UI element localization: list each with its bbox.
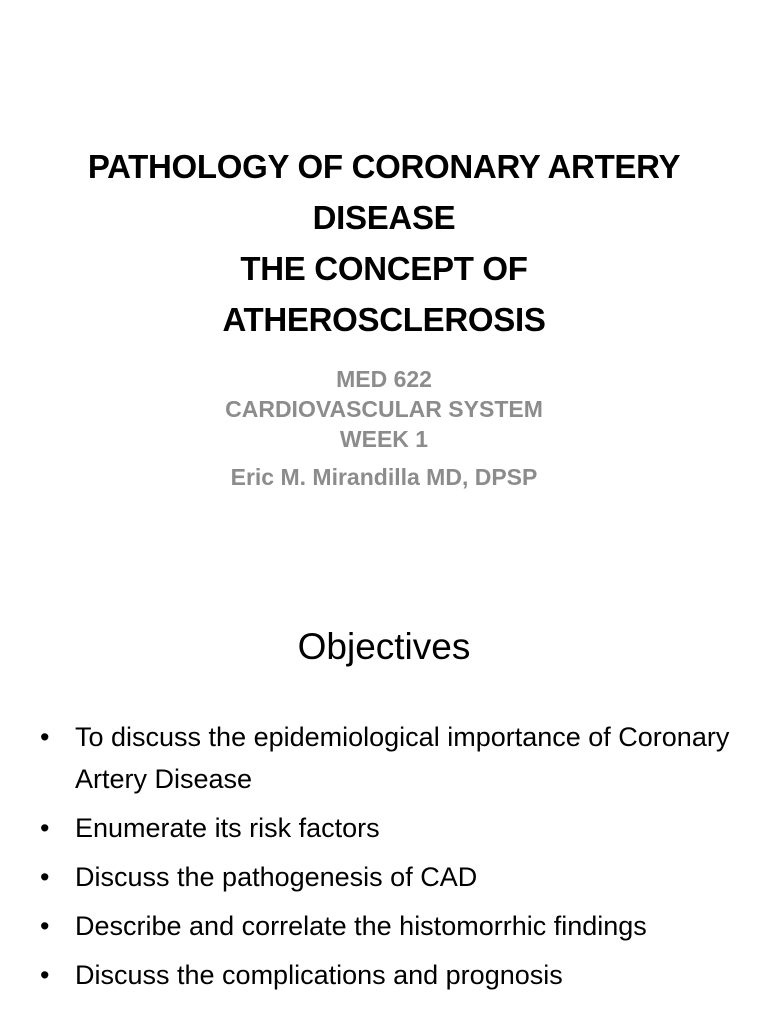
list-item-text: Discuss the pathogenesis of CAD [75, 862, 478, 892]
bullet-icon: • [40, 722, 50, 752]
list-item-text: Discuss the complications and prognosis [75, 960, 563, 990]
bullet-icon: • [40, 911, 50, 941]
bullet-icon: • [40, 960, 50, 990]
course-week: WEEK 1 [339, 426, 429, 452]
title-line: THE CONCEPT OF [240, 250, 528, 287]
list-item [40, 716, 740, 800]
list-item [40, 954, 740, 996]
course-topic: CARDIOVASCULAR SYSTEM [225, 396, 543, 422]
author-name: Eric M. Mirandilla MD, DPSP [230, 464, 538, 490]
title-line: ATHEROSCLEROSIS [222, 301, 546, 338]
bullet-icon: • [40, 862, 50, 892]
title-line: DISEASE [312, 199, 456, 236]
list-item-text: To discuss the epidemiological importance of Coronary Artery Disease [75, 722, 730, 794]
course-code: MED 622 [336, 366, 432, 392]
objectives-slide [0, 576, 768, 1024]
list-item-text: Describe and correlate the histomorrhic findings [75, 911, 647, 941]
list-item [40, 856, 740, 898]
list-item-text: Enumerate its risk factors [75, 813, 380, 843]
objectives-list [40, 716, 740, 1003]
bullet-icon: • [40, 813, 50, 843]
title-line: PATHOLOGY OF CORONARY ARTERY [87, 148, 681, 185]
objectives-heading: Objectives [297, 626, 471, 667]
slide-subtitle [0, 364, 768, 492]
slide-title [0, 141, 768, 345]
list-item [40, 905, 740, 947]
list-item [40, 807, 740, 849]
